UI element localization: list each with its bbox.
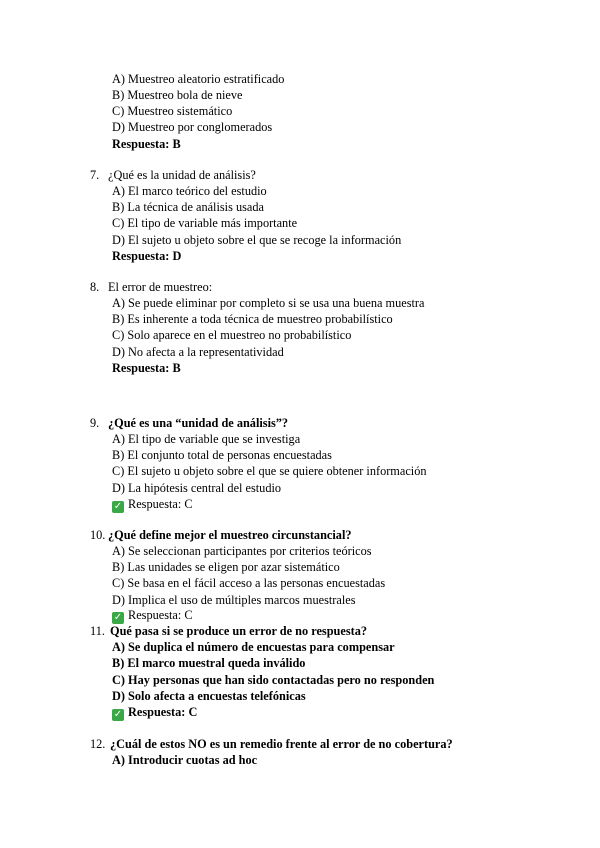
q6-option-b: B) Muestreo bola de nieve — [112, 88, 243, 102]
q9-option-a: A) El tipo de variable que se investiga — [112, 432, 301, 446]
q10-option-c: C) Se basa en el fácil acceso a las personas encuestadas — [112, 576, 386, 590]
q10-answer-line — [112, 607, 193, 624]
q9-option-d: D) La hipótesis central del estudio — [112, 481, 282, 495]
q6-answer: Respuesta: B — [112, 137, 181, 151]
q7-option-d: D) El sujeto u objeto sobre el que se recoge la información — [112, 233, 402, 247]
q7-answer: Respuesta: D — [112, 249, 182, 263]
q10-question: ¿Qué define mejor el muestreo circunstancial? — [108, 528, 352, 542]
q7-option-c: C) El tipo de variable más importante — [112, 216, 298, 230]
q8-question: El error de muestreo: — [108, 280, 213, 294]
q9-question: ¿Qué es una “unidad de análisis”? — [108, 416, 289, 430]
q7-option-b: B) La técnica de análisis usada — [112, 200, 264, 214]
q8-option-c: C) Solo aparece en el muestreo no probabilístico — [112, 328, 352, 342]
q9-option-b: B) El conjunto total de personas encuestadas — [112, 448, 332, 462]
q10-option-d: D) Implica el uso de múltiples marcos muestrales — [112, 593, 356, 607]
q11-number: 11. — [90, 624, 105, 638]
q10-option-b: B) Las unidades se eligen por azar sistemático — [112, 560, 340, 574]
q11-question: Qué pasa si se produce un error de no respuesta? — [110, 624, 368, 638]
q11-option-d: D) Solo afecta a encuestas telefónicas — [112, 689, 306, 703]
check-icon: ✓ — [113, 501, 123, 512]
q11-answer-line — [112, 704, 197, 721]
q8-option-d: D) No afecta a la representatividad — [112, 345, 284, 359]
q7-number: 7. — [90, 168, 100, 182]
q8-answer: Respuesta: B — [112, 361, 181, 375]
q10-option-a: A) Se seleccionan participantes por criterios teóricos — [112, 544, 372, 558]
q7-option-a: A) El marco teórico del estudio — [112, 184, 267, 198]
q11-option-a: A) Se duplica el número de encuestas para compensar — [112, 640, 395, 654]
q11-option-b: B) El marco muestral queda inválido — [112, 656, 306, 670]
q6-option-c: C) Muestreo sistemático — [112, 104, 233, 118]
q8-number: 8. — [90, 280, 100, 294]
q6-option-a: A) Muestreo aleatorio estratificado — [112, 72, 285, 86]
q12-number: 12. — [90, 737, 106, 751]
q12-option-a: A) Introducir cuotas ad hoc — [112, 753, 258, 767]
q11-answer: Respuesta: C — [128, 705, 198, 719]
q9-number: 9. — [90, 416, 100, 430]
check-icon: ✓ — [113, 612, 123, 623]
q12-question: ¿Cuál de estos NO es un remedio frente al error de no cobertura? — [110, 737, 453, 751]
q7-question: ¿Qué es la unidad de análisis? — [108, 168, 256, 182]
check-icon: ✓ — [113, 709, 123, 720]
q6-option-d: D) Muestreo por conglomerados — [112, 120, 273, 134]
q9-option-c: C) El sujeto u objeto sobre el que se quiere obtener información — [112, 464, 427, 478]
q8-option-b: B) Es inherente a toda técnica de muestreo probabilístico — [112, 312, 393, 326]
q9-answer-line — [112, 496, 193, 513]
q8-option-a: A) Se puede eliminar por completo si se usa una buena muestra — [112, 296, 425, 310]
q9-answer: Respuesta: C — [128, 497, 193, 511]
q10-answer: Respuesta: C — [128, 608, 193, 622]
q11-option-c: C) Hay personas que han sido contactadas pero no responden — [112, 673, 435, 687]
q10-number: 10. — [90, 528, 106, 542]
